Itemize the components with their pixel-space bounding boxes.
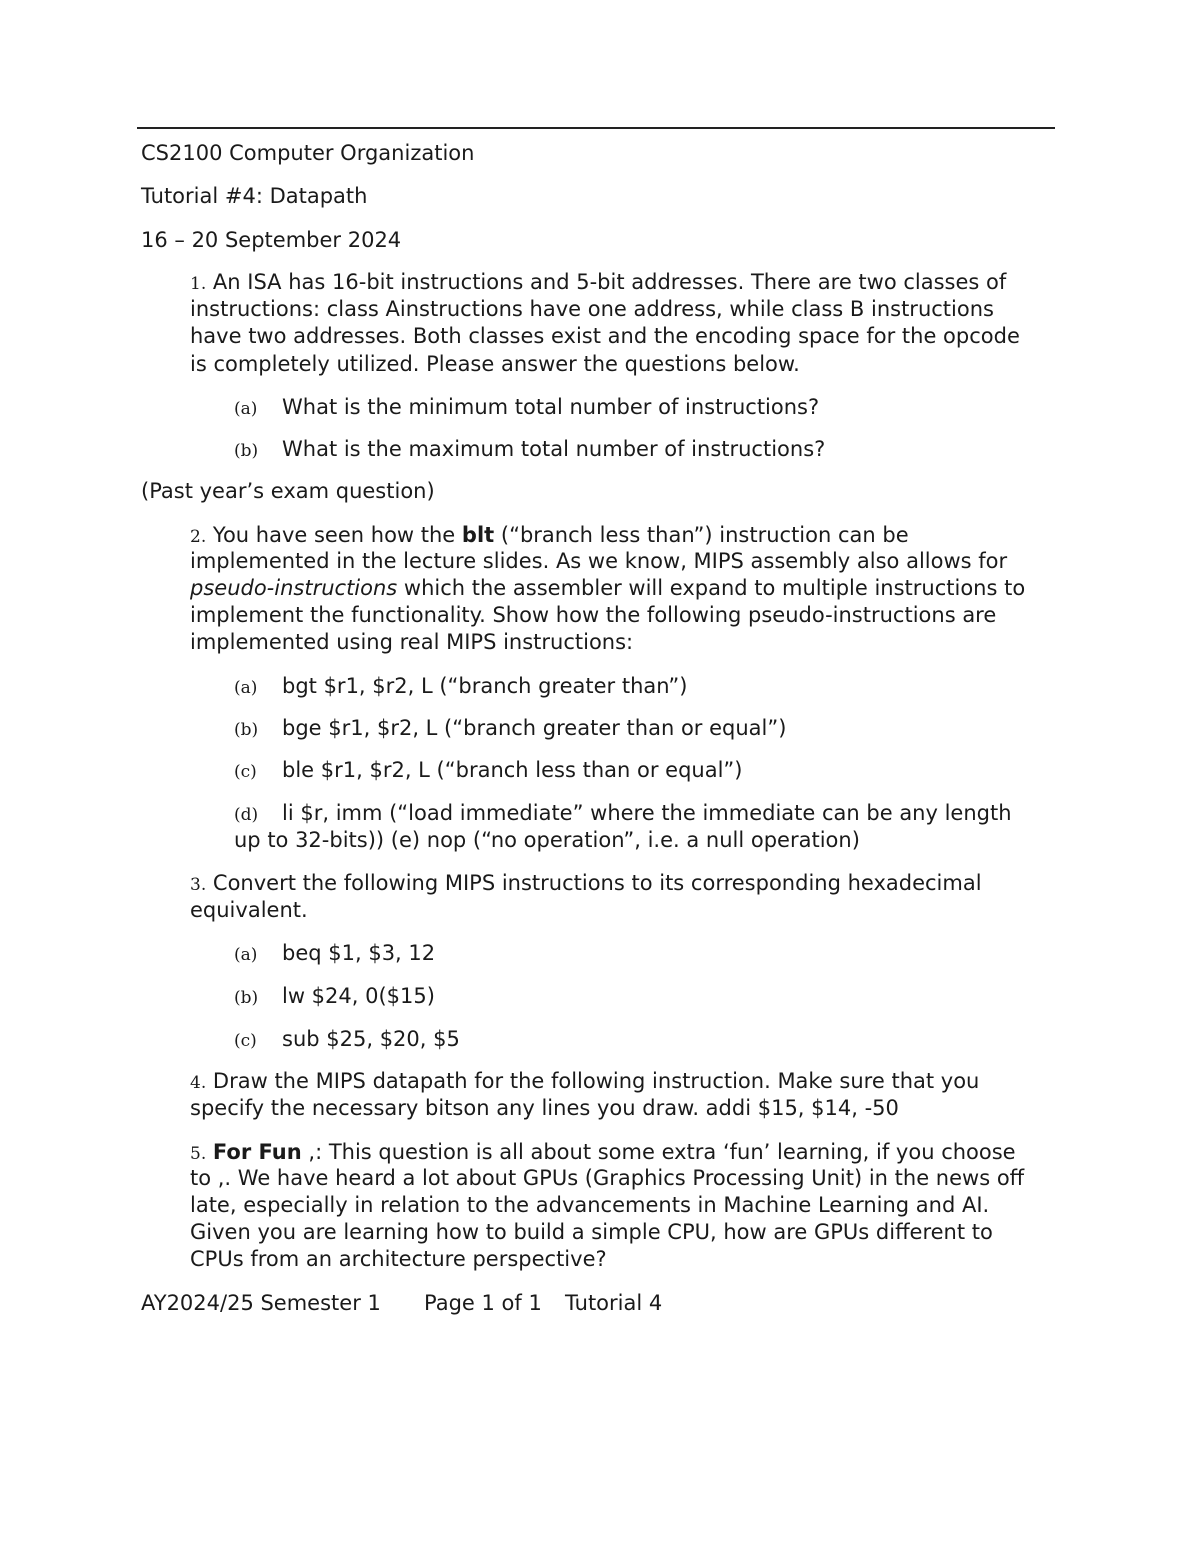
- question-2-part-d-continued: up to 32-bits)) (e) nop (“no operation”, i.e. a null operation): [234, 828, 860, 852]
- question-1-line-1: 1. An ISA has 16-bit instructions and 5-bit addresses. There are two classes of: [190, 270, 1007, 294]
- for-fun-label: For Fun: [212, 1140, 302, 1164]
- question-1-part-b: (b) What is the maximum total number of instructions?: [234, 437, 826, 461]
- question-3-part-b: (b) lw $24, 0($15): [234, 984, 435, 1008]
- question-1-line-3: have two addresses. Both classes exist and the encoding space for the opcode: [190, 324, 1020, 348]
- question-3-number: 3.: [190, 875, 207, 895]
- question-3-part-c: (c) sub $25, $20, $5: [234, 1027, 460, 1051]
- question-3-line-2: equivalent.: [190, 898, 308, 922]
- question-1-number: 1.: [190, 274, 207, 294]
- question-5-line-5: CPUs from an architecture perspective?: [190, 1247, 607, 1271]
- footer-semester: AY2024/25 Semester 1: [141, 1291, 381, 1315]
- question-2-part-c: (c) ble $r1, $r2, L (“branch less than or equal”): [234, 758, 743, 782]
- question-4-line-2: specify the necessary bitson any lines you draw. addi $15, $14, -50: [190, 1096, 899, 1120]
- question-2-line-2: implemented in the lecture slides. As we know, MIPS assembly also allows for: [190, 549, 1008, 573]
- question-1-part-a: (a) What is the minimum total number of instructions?: [234, 395, 820, 419]
- top-rule: [137, 127, 1055, 129]
- question-2-line-1: 2. You have seen how the blt (“branch less than”) instruction can be: [190, 523, 909, 547]
- footer-page-number: Page 1 of 1: [424, 1291, 542, 1315]
- footer-tutorial: Tutorial 4: [565, 1291, 663, 1315]
- question-3-line-1: 3. Convert the following MIPS instructions to its corresponding hexadecimal: [190, 871, 982, 895]
- question-2-line-4: implement the functionality. Show how the following pseudo-instructions are: [190, 603, 997, 627]
- question-2-number: 2.: [190, 527, 207, 547]
- pseudo-instructions-term: pseudo-instructions: [190, 576, 398, 600]
- question-5-line-2: to ,. We have heard a lot about GPUs (Graphics Processing Unit) in the news off: [190, 1166, 1025, 1190]
- course-title: CS2100 Computer Organization: [141, 141, 475, 165]
- question-3-part-a: (a) beq $1, $3, 12: [234, 941, 436, 965]
- question-2-part-b: (b) bge $r1, $r2, L (“branch greater than or equal”): [234, 716, 787, 740]
- question-4-line-1: 4. Draw the MIPS datapath for the following instruction. Make sure that you: [190, 1069, 980, 1093]
- question-1-line-2: instructions: class Ainstructions have one address, while class B instructions: [190, 297, 994, 321]
- tutorial-dates: 16 – 20 September 2024: [141, 228, 402, 252]
- question-5-line-3: late, especially in relation to the advancements in Machine Learning and AI.: [190, 1193, 990, 1217]
- question-5-line-4: Given you are learning how to build a simple CPU, how are GPUs different to: [190, 1220, 993, 1244]
- question-2-part-a: (a) bgt $r1, $r2, L (“branch greater than”): [234, 674, 688, 698]
- tutorial-title: Tutorial #4: Datapath: [141, 184, 368, 208]
- question-2-line-5: implemented using real MIPS instructions:: [190, 630, 634, 654]
- question-2-line-3: pseudo-instructions which the assembler will expand to multiple instructions to: [190, 576, 1026, 600]
- question-1-note: (Past year’s exam question): [141, 479, 435, 503]
- blt-keyword: blt: [461, 523, 495, 547]
- question-5-number: 5.: [190, 1144, 207, 1164]
- question-1-line-4: is completely utilized. Please answer the questions below.: [190, 352, 800, 376]
- question-4-number: 4.: [190, 1073, 207, 1093]
- question-2-part-d: (d) li $r, imm (“load immediate” where the immediate can be any length: [234, 801, 1012, 825]
- question-5-line-1: 5. For Fun ,: This question is all about some extra ‘fun’ learning, if you choose: [190, 1140, 1016, 1164]
